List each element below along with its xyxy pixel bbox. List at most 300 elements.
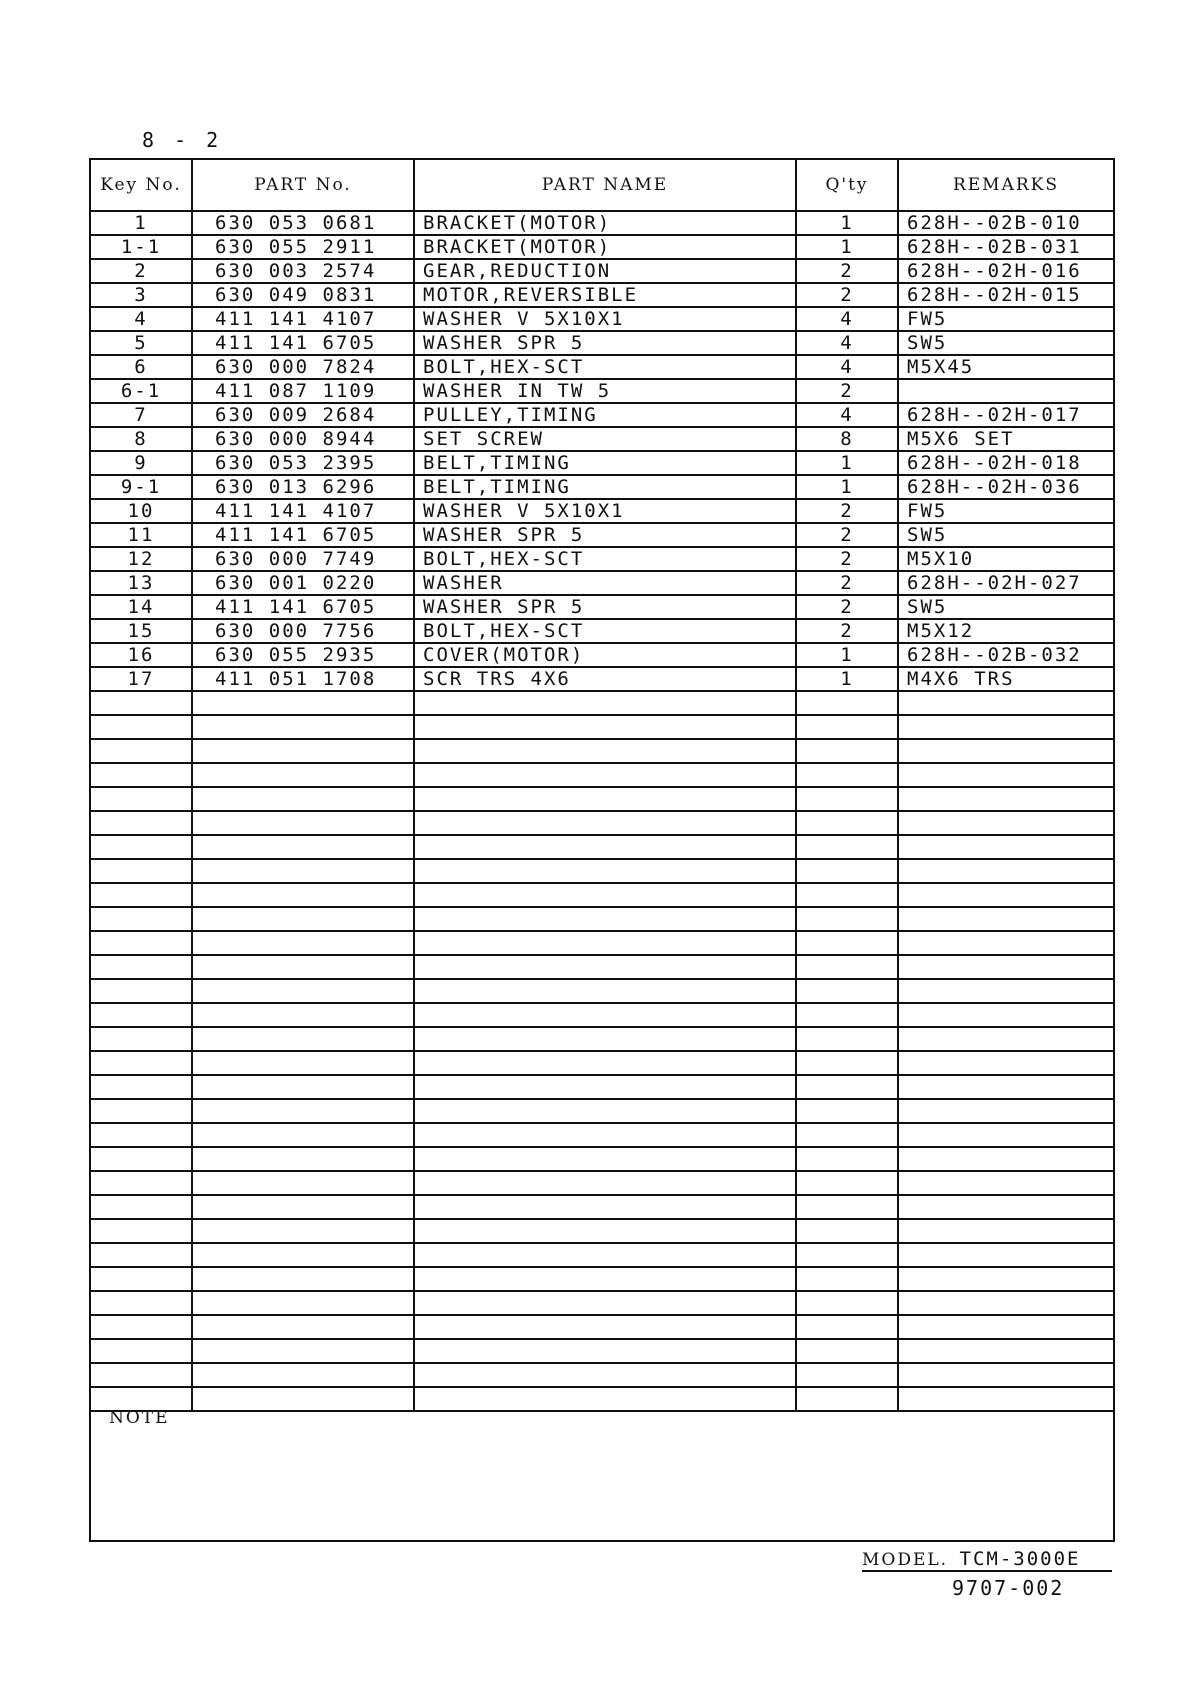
- document-code: 9707-002: [952, 1576, 1065, 1600]
- cell-part-no: [192, 1243, 414, 1267]
- cell-remarks: [898, 979, 1114, 1003]
- cell-key-no: [90, 1315, 192, 1339]
- cell-part-name: [414, 931, 796, 955]
- table-row: [90, 331, 1114, 355]
- cell-remarks: [898, 955, 1114, 979]
- cell-key-no: [90, 1075, 192, 1099]
- cell-part-no: [192, 715, 414, 739]
- cell-part-name: GEAR,REDUCTION: [414, 259, 796, 283]
- cell-qty: [796, 1147, 898, 1171]
- table-row: [90, 475, 1114, 499]
- table-row: [90, 955, 1114, 979]
- cell-qty: [796, 1219, 898, 1243]
- cell-remarks: [898, 1051, 1114, 1075]
- table-row: [90, 979, 1114, 1003]
- cell-part-name: BRACKET(MOTOR): [414, 235, 796, 259]
- cell-remarks: FW5: [898, 499, 1114, 523]
- cell-key-no: 1-1: [90, 235, 192, 259]
- cell-part-no: 630 000 7749: [192, 547, 414, 571]
- cell-remarks: [898, 739, 1114, 763]
- cell-qty: [796, 1195, 898, 1219]
- table-row: [90, 451, 1114, 475]
- cell-remarks: [898, 1075, 1114, 1099]
- cell-part-no: [192, 859, 414, 883]
- cell-key-no: [90, 1147, 192, 1171]
- cell-remarks: [898, 691, 1114, 715]
- cell-remarks: [898, 1195, 1114, 1219]
- cell-part-name: [414, 1195, 796, 1219]
- cell-remarks: [898, 883, 1114, 907]
- cell-remarks: [898, 931, 1114, 955]
- cell-part-name: COVER(MOTOR): [414, 643, 796, 667]
- cell-key-no: [90, 1291, 192, 1315]
- cell-remarks: [898, 1099, 1114, 1123]
- cell-part-no: 630 013 6296: [192, 475, 414, 499]
- cell-part-name: [414, 1219, 796, 1243]
- cell-part-no: 411 051 1708: [192, 667, 414, 691]
- cell-qty: [796, 1027, 898, 1051]
- cell-key-no: [90, 811, 192, 835]
- table-row: [90, 811, 1114, 835]
- cell-part-no: 411 141 6705: [192, 595, 414, 619]
- cell-qty: 4: [796, 331, 898, 355]
- cell-part-name: [414, 835, 796, 859]
- cell-part-no: [192, 1003, 414, 1027]
- table-row: [90, 1267, 1114, 1291]
- cell-key-no: [90, 955, 192, 979]
- cell-part-name: WASHER V 5X10X1: [414, 307, 796, 331]
- cell-qty: 2: [796, 523, 898, 547]
- cell-part-no: [192, 1195, 414, 1219]
- cell-qty: 4: [796, 403, 898, 427]
- cell-remarks: 628H--02B-031: [898, 235, 1114, 259]
- cell-remarks: [898, 1339, 1114, 1363]
- model-label: MODEL.: [862, 1550, 949, 1570]
- table-row: [90, 1195, 1114, 1219]
- cell-remarks: [898, 1291, 1114, 1315]
- cell-part-no: [192, 787, 414, 811]
- cell-part-no: [192, 835, 414, 859]
- cell-remarks: [898, 1243, 1114, 1267]
- cell-part-name: MOTOR,REVERSIBLE: [414, 283, 796, 307]
- cell-remarks: [898, 1147, 1114, 1171]
- table-row: [90, 931, 1114, 955]
- cell-qty: 2: [796, 619, 898, 643]
- cell-remarks: [898, 811, 1114, 835]
- table-row: [90, 1363, 1114, 1387]
- cell-part-no: [192, 1075, 414, 1099]
- cell-part-no: [192, 907, 414, 931]
- cell-key-no: 16: [90, 643, 192, 667]
- cell-part-no: [192, 1051, 414, 1075]
- cell-remarks: SW5: [898, 331, 1114, 355]
- table-header-row: [90, 159, 1114, 211]
- cell-part-no: 411 141 6705: [192, 523, 414, 547]
- cell-part-name: BOLT,HEX-SCT: [414, 547, 796, 571]
- cell-part-no: 630 000 7756: [192, 619, 414, 643]
- cell-key-no: 7: [90, 403, 192, 427]
- cell-remarks: [898, 1267, 1114, 1291]
- cell-key-no: [90, 739, 192, 763]
- cell-part-no: [192, 1363, 414, 1387]
- cell-part-no: 630 053 2395: [192, 451, 414, 475]
- cell-qty: [796, 907, 898, 931]
- cell-remarks: 628H--02H-036: [898, 475, 1114, 499]
- cell-qty: 4: [796, 355, 898, 379]
- cell-remarks: [898, 835, 1114, 859]
- cell-part-name: [414, 1315, 796, 1339]
- cell-part-no: [192, 1219, 414, 1243]
- cell-remarks: [898, 1315, 1114, 1339]
- cell-key-no: [90, 1099, 192, 1123]
- cell-key-no: [90, 835, 192, 859]
- cell-part-name: WASHER: [414, 571, 796, 595]
- cell-part-name: [414, 739, 796, 763]
- cell-qty: [796, 1123, 898, 1147]
- cell-qty: [796, 1339, 898, 1363]
- cell-part-no: 630 053 0681: [192, 211, 414, 235]
- table-row: [90, 667, 1114, 691]
- cell-part-no: [192, 1315, 414, 1339]
- cell-qty: [796, 739, 898, 763]
- cell-part-no: 411 141 6705: [192, 331, 414, 355]
- cell-part-no: [192, 1291, 414, 1315]
- model-line: [862, 1548, 1112, 1572]
- cell-qty: [796, 811, 898, 835]
- cell-key-no: [90, 1243, 192, 1267]
- cell-key-no: 8: [90, 427, 192, 451]
- table-row: [90, 1243, 1114, 1267]
- header-qty: Q'ty: [796, 159, 898, 211]
- cell-key-no: [90, 763, 192, 787]
- table-row: [90, 235, 1114, 259]
- table-row: [90, 1219, 1114, 1243]
- cell-part-name: [414, 859, 796, 883]
- cell-qty: 2: [796, 571, 898, 595]
- cell-qty: [796, 1243, 898, 1267]
- cell-remarks: FW5: [898, 307, 1114, 331]
- cell-part-no: 630 001 0220: [192, 571, 414, 595]
- cell-part-no: 630 000 8944: [192, 427, 414, 451]
- cell-part-name: [414, 1243, 796, 1267]
- cell-remarks: [898, 1171, 1114, 1195]
- cell-part-name: WASHER SPR 5: [414, 331, 796, 355]
- cell-part-no: [192, 1267, 414, 1291]
- cell-qty: [796, 859, 898, 883]
- cell-part-name: [414, 1027, 796, 1051]
- cell-key-no: 2: [90, 259, 192, 283]
- table-row: [90, 595, 1114, 619]
- cell-part-no: [192, 811, 414, 835]
- cell-part-name: [414, 883, 796, 907]
- cell-part-no: [192, 931, 414, 955]
- cell-part-name: BRACKET(MOTOR): [414, 211, 796, 235]
- table-row: [90, 307, 1114, 331]
- cell-remarks: [898, 1027, 1114, 1051]
- cell-part-no: [192, 1123, 414, 1147]
- cell-part-no: 630 003 2574: [192, 259, 414, 283]
- cell-qty: [796, 787, 898, 811]
- cell-key-no: 6-1: [90, 379, 192, 403]
- cell-remarks: [898, 715, 1114, 739]
- cell-part-no: 411 141 4107: [192, 499, 414, 523]
- cell-qty: 2: [796, 595, 898, 619]
- cell-key-no: 15: [90, 619, 192, 643]
- cell-part-no: 630 055 2935: [192, 643, 414, 667]
- cell-remarks: SW5: [898, 523, 1114, 547]
- cell-qty: 8: [796, 427, 898, 451]
- cell-qty: [796, 931, 898, 955]
- table-row: [90, 1123, 1114, 1147]
- cell-part-no: 411 141 4107: [192, 307, 414, 331]
- cell-key-no: [90, 787, 192, 811]
- cell-key-no: 1: [90, 211, 192, 235]
- cell-key-no: 3: [90, 283, 192, 307]
- cell-remarks: 628H--02B-032: [898, 643, 1114, 667]
- table-row: [90, 1051, 1114, 1075]
- cell-part-name: WASHER IN TW 5: [414, 379, 796, 403]
- header-key-no: Key No.: [90, 159, 192, 211]
- cell-key-no: 5: [90, 331, 192, 355]
- cell-key-no: 12: [90, 547, 192, 571]
- cell-part-name: SCR TRS 4X6: [414, 667, 796, 691]
- cell-remarks: 628H--02H-017: [898, 403, 1114, 427]
- cell-key-no: [90, 907, 192, 931]
- table-row: [90, 643, 1114, 667]
- cell-remarks: M5X6 SET: [898, 427, 1114, 451]
- cell-remarks: [898, 859, 1114, 883]
- cell-key-no: [90, 1219, 192, 1243]
- cell-remarks: M5X45: [898, 355, 1114, 379]
- cell-part-name: [414, 979, 796, 1003]
- cell-key-no: 10: [90, 499, 192, 523]
- table-row: [90, 1171, 1114, 1195]
- cell-key-no: [90, 1123, 192, 1147]
- cell-part-name: WASHER V 5X10X1: [414, 499, 796, 523]
- cell-qty: [796, 1363, 898, 1387]
- table-row: [90, 1075, 1114, 1099]
- cell-part-no: 630 000 7824: [192, 355, 414, 379]
- cell-part-name: BELT,TIMING: [414, 451, 796, 475]
- table-row: [90, 1147, 1114, 1171]
- table-row: [90, 859, 1114, 883]
- cell-part-name: [414, 1147, 796, 1171]
- cell-qty: 1: [796, 451, 898, 475]
- table-row: [90, 1003, 1114, 1027]
- cell-key-no: [90, 1171, 192, 1195]
- cell-qty: [796, 1099, 898, 1123]
- cell-remarks: [898, 1363, 1114, 1387]
- cell-remarks: 628H--02B-010: [898, 211, 1114, 235]
- table-row: [90, 1315, 1114, 1339]
- cell-part-name: [414, 763, 796, 787]
- cell-part-no: 630 009 2684: [192, 403, 414, 427]
- table-row: [90, 1099, 1114, 1123]
- cell-key-no: [90, 859, 192, 883]
- cell-qty: 1: [796, 643, 898, 667]
- cell-key-no: [90, 691, 192, 715]
- cell-key-no: 11: [90, 523, 192, 547]
- table-row: [90, 499, 1114, 523]
- cell-remarks: [898, 1003, 1114, 1027]
- cell-qty: [796, 955, 898, 979]
- cell-part-name: [414, 1363, 796, 1387]
- cell-qty: [796, 763, 898, 787]
- cell-part-name: PULLEY,TIMING: [414, 403, 796, 427]
- cell-key-no: [90, 1051, 192, 1075]
- cell-key-no: 6: [90, 355, 192, 379]
- cell-remarks: M4X6 TRS: [898, 667, 1114, 691]
- cell-key-no: [90, 1339, 192, 1363]
- cell-qty: 1: [796, 667, 898, 691]
- table-row: [90, 1027, 1114, 1051]
- cell-part-name: WASHER SPR 5: [414, 523, 796, 547]
- table-row: [90, 379, 1114, 403]
- parts-list-table: [89, 158, 1115, 1412]
- cell-part-name: BELT,TIMING: [414, 475, 796, 499]
- header-part-no: PART No.: [192, 159, 414, 211]
- cell-qty: [796, 883, 898, 907]
- header-part-name: PART NAME: [414, 159, 796, 211]
- cell-remarks: [898, 787, 1114, 811]
- cell-part-name: WASHER SPR 5: [414, 595, 796, 619]
- cell-part-no: [192, 1339, 414, 1363]
- note-label: NOTE: [109, 1408, 170, 1428]
- cell-qty: [796, 1315, 898, 1339]
- cell-qty: [796, 1075, 898, 1099]
- cell-remarks: [898, 1219, 1114, 1243]
- table-row: [90, 787, 1114, 811]
- cell-qty: 2: [796, 379, 898, 403]
- cell-qty: [796, 1267, 898, 1291]
- page-number: 8 - 2: [142, 128, 223, 152]
- cell-remarks: 628H--02H-016: [898, 259, 1114, 283]
- table-row: [90, 715, 1114, 739]
- table-row: [90, 619, 1114, 643]
- cell-remarks: 628H--02H-027: [898, 571, 1114, 595]
- cell-qty: [796, 691, 898, 715]
- cell-part-name: [414, 1171, 796, 1195]
- cell-key-no: [90, 1195, 192, 1219]
- cell-key-no: [90, 931, 192, 955]
- table-row: [90, 907, 1114, 931]
- cell-part-no: 630 049 0831: [192, 283, 414, 307]
- cell-key-no: [90, 715, 192, 739]
- table-row: [90, 283, 1114, 307]
- cell-key-no: 14: [90, 595, 192, 619]
- cell-remarks: 628H--02H-015: [898, 283, 1114, 307]
- table-row: [90, 1291, 1114, 1315]
- cell-qty: [796, 1171, 898, 1195]
- table-row: [90, 691, 1114, 715]
- cell-part-no: [192, 739, 414, 763]
- cell-part-no: [192, 1147, 414, 1171]
- cell-part-name: [414, 1099, 796, 1123]
- table-row: [90, 259, 1114, 283]
- cell-remarks: SW5: [898, 595, 1114, 619]
- cell-remarks: [898, 1123, 1114, 1147]
- cell-key-no: 13: [90, 571, 192, 595]
- cell-part-name: [414, 1075, 796, 1099]
- cell-key-no: 9-1: [90, 475, 192, 499]
- cell-key-no: 17: [90, 667, 192, 691]
- cell-key-no: [90, 883, 192, 907]
- cell-part-name: [414, 1123, 796, 1147]
- cell-qty: 2: [796, 259, 898, 283]
- cell-qty: [796, 1291, 898, 1315]
- table-row: [90, 835, 1114, 859]
- cell-key-no: [90, 1267, 192, 1291]
- note-box: [89, 1404, 1115, 1542]
- cell-qty: [796, 715, 898, 739]
- model-value: TCM-3000E: [959, 1548, 1081, 1570]
- cell-part-name: [414, 715, 796, 739]
- cell-part-name: BOLT,HEX-SCT: [414, 355, 796, 379]
- table-row: [90, 547, 1114, 571]
- cell-part-name: BOLT,HEX-SCT: [414, 619, 796, 643]
- table-row: [90, 571, 1114, 595]
- cell-part-name: [414, 1267, 796, 1291]
- cell-part-name: [414, 691, 796, 715]
- cell-remarks: M5X10: [898, 547, 1114, 571]
- cell-part-name: [414, 811, 796, 835]
- table-row: [90, 739, 1114, 763]
- cell-qty: 1: [796, 235, 898, 259]
- cell-key-no: 4: [90, 307, 192, 331]
- cell-part-name: [414, 1051, 796, 1075]
- table-row: [90, 523, 1114, 547]
- cell-remarks: M5X12: [898, 619, 1114, 643]
- cell-qty: [796, 1051, 898, 1075]
- cell-part-name: [414, 787, 796, 811]
- cell-qty: [796, 835, 898, 859]
- cell-key-no: 9: [90, 451, 192, 475]
- parts-list-body: [90, 211, 1114, 1411]
- cell-key-no: [90, 979, 192, 1003]
- cell-remarks: [898, 763, 1114, 787]
- cell-part-no: 630 055 2911: [192, 235, 414, 259]
- table-row: [90, 763, 1114, 787]
- cell-part-no: [192, 1171, 414, 1195]
- table-row: [90, 883, 1114, 907]
- cell-key-no: [90, 1027, 192, 1051]
- cell-qty: [796, 979, 898, 1003]
- cell-part-no: [192, 1027, 414, 1051]
- cell-key-no: [90, 1363, 192, 1387]
- cell-part-no: [192, 955, 414, 979]
- cell-qty: 2: [796, 547, 898, 571]
- cell-part-no: [192, 763, 414, 787]
- cell-qty: [796, 1003, 898, 1027]
- table-row: [90, 211, 1114, 235]
- cell-remarks: 628H--02H-018: [898, 451, 1114, 475]
- table-row: [90, 427, 1114, 451]
- cell-part-name: [414, 1003, 796, 1027]
- cell-qty: 4: [796, 307, 898, 331]
- cell-qty: 1: [796, 211, 898, 235]
- header-remarks: REMARKS: [898, 159, 1114, 211]
- cell-part-name: [414, 1339, 796, 1363]
- table-row: [90, 403, 1114, 427]
- cell-part-no: [192, 883, 414, 907]
- cell-part-no: 411 087 1109: [192, 379, 414, 403]
- table-row: [90, 355, 1114, 379]
- cell-part-name: [414, 1291, 796, 1315]
- cell-part-name: [414, 955, 796, 979]
- cell-qty: 1: [796, 475, 898, 499]
- cell-key-no: [90, 1003, 192, 1027]
- cell-part-no: [192, 691, 414, 715]
